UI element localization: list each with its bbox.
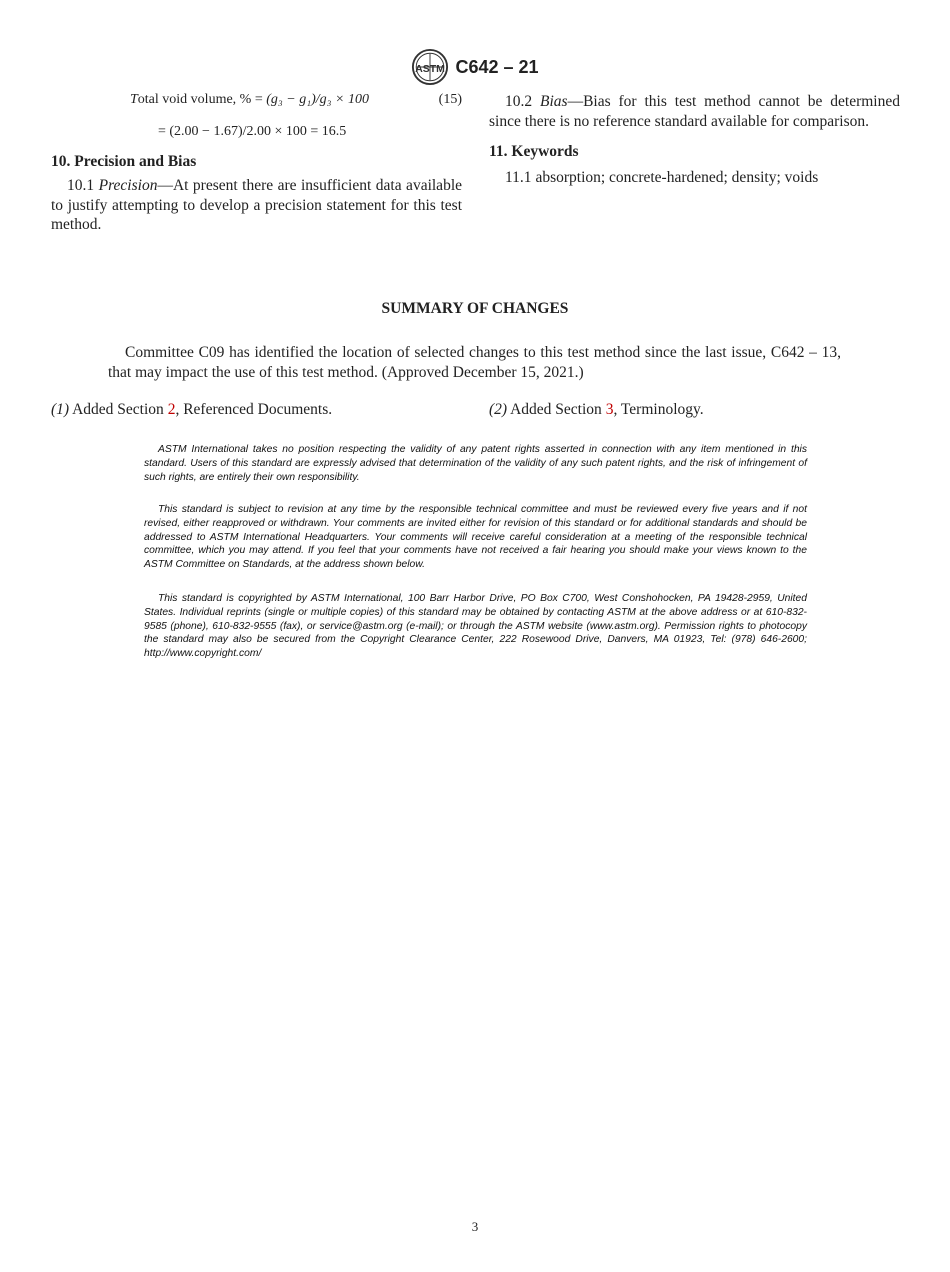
paragraph-10-2 xyxy=(489,92,900,131)
change-item-2 xyxy=(489,401,704,419)
section-link-3[interactable]: 3 xyxy=(605,401,614,418)
paragraph-11-1 xyxy=(489,168,900,188)
paragraph-term: Bias xyxy=(540,93,568,110)
paragraph-number: 11.1 xyxy=(505,169,532,186)
paragraph-number: 10.1 xyxy=(67,177,95,194)
section-link-2[interactable]: 2 xyxy=(167,401,176,418)
paragraph-text: absorption; concrete-hardened; density; voids xyxy=(535,169,819,186)
standard-designation: C642 – 21 xyxy=(455,56,539,77)
change-text: Added Section xyxy=(72,401,164,418)
change-number: (2) xyxy=(489,401,508,418)
summary-paragraph: Committee C09 has identified the location of selected changes to this test method since the last issue, C642 – 13, that may impact the use of this test method. (Approved December 15, 2021.) xyxy=(108,344,841,381)
equation-lhs: otal void volume, % = xyxy=(137,92,263,107)
change-text: Added Section xyxy=(510,401,602,418)
page-number: 3 xyxy=(471,1219,479,1234)
logo-text: ASTM xyxy=(415,63,446,75)
paragraph-number: 10.2 xyxy=(505,93,533,110)
astm-logo-icon xyxy=(411,48,449,86)
paragraph-10-1 xyxy=(51,176,462,235)
copyright-notice: This standard is copyrighted by ASTM International, 100 Barr Harbor Drive, PO Box C700, West Conshohocken, PA 19428-2959, United States. Individual reprints (single or multiple copies) of this standard may be obtained by contacting ASTM at the above address or at 610-832-9585 (phone), 610-832-9555 (fax), or service@astm.org (e-mail); or through the ASTM website (www.astm.org). Permission rights to photocopy the standard may also be secured from the Copyright Clearance Center, 222 Rosewood Drive, Danvers, MA 01923, Tel: (978) 646-2600; http://www.copyright.com/ xyxy=(144,593,807,660)
paragraph-term: Precision xyxy=(98,177,158,194)
change-text-tail: , Terminology. xyxy=(613,401,704,418)
equation-lhs-prefix: T xyxy=(130,92,138,107)
paragraph-text: —Bias for this test method cannot be determined since there is no reference standard available for comparison. xyxy=(489,93,900,130)
paragraph-text: —At present there are insufficient data available to justify attempting to develop a precision statement for this test method. xyxy=(51,177,462,233)
equation-rhs: (g₃ − g₁)/g₃ × 100 xyxy=(266,92,369,107)
change-number: (1) xyxy=(51,401,70,418)
left-column xyxy=(51,92,462,235)
patent-notice: ASTM International takes no position respecting the validity of any patent rights asserted in connection with any item mentioned in this standard. Users of this standard are expressly advised that determination of the validity of any such patent rights, and the risk of infringement of such rights, are entirely their own responsibility. xyxy=(144,444,807,483)
page-header xyxy=(0,48,950,91)
revision-notice: This standard is subject to revision at any time by the responsible technical committee and must be reviewed every five years and if not revised, either reapproved or withdrawn. Your comments are invited either for revision of this standard or for additional standards and should be addressed to ASTM International Headquarters. Your comments will receive careful consideration at a meeting of the responsible technical committee, which you may attend. If you feel that your comments have not received a fair hearing you should make your views known to the ASTM Committee on Standards, at the address shown below. xyxy=(144,504,807,571)
section-11-heading: 11. Keywords xyxy=(489,143,579,160)
equation-line2: = (2.00 − 1.67)/2.00 × 100 = 16.5 xyxy=(158,124,347,139)
equation-number: (15) xyxy=(438,92,462,107)
change-item-1 xyxy=(51,401,332,419)
summary-of-changes-title: SUMMARY OF CHANGES xyxy=(381,300,569,317)
section-10-heading: 10. Precision and Bias xyxy=(51,153,197,170)
equation-15 xyxy=(51,92,462,114)
right-column xyxy=(489,92,900,188)
change-text-tail: , Referenced Documents. xyxy=(175,401,333,418)
